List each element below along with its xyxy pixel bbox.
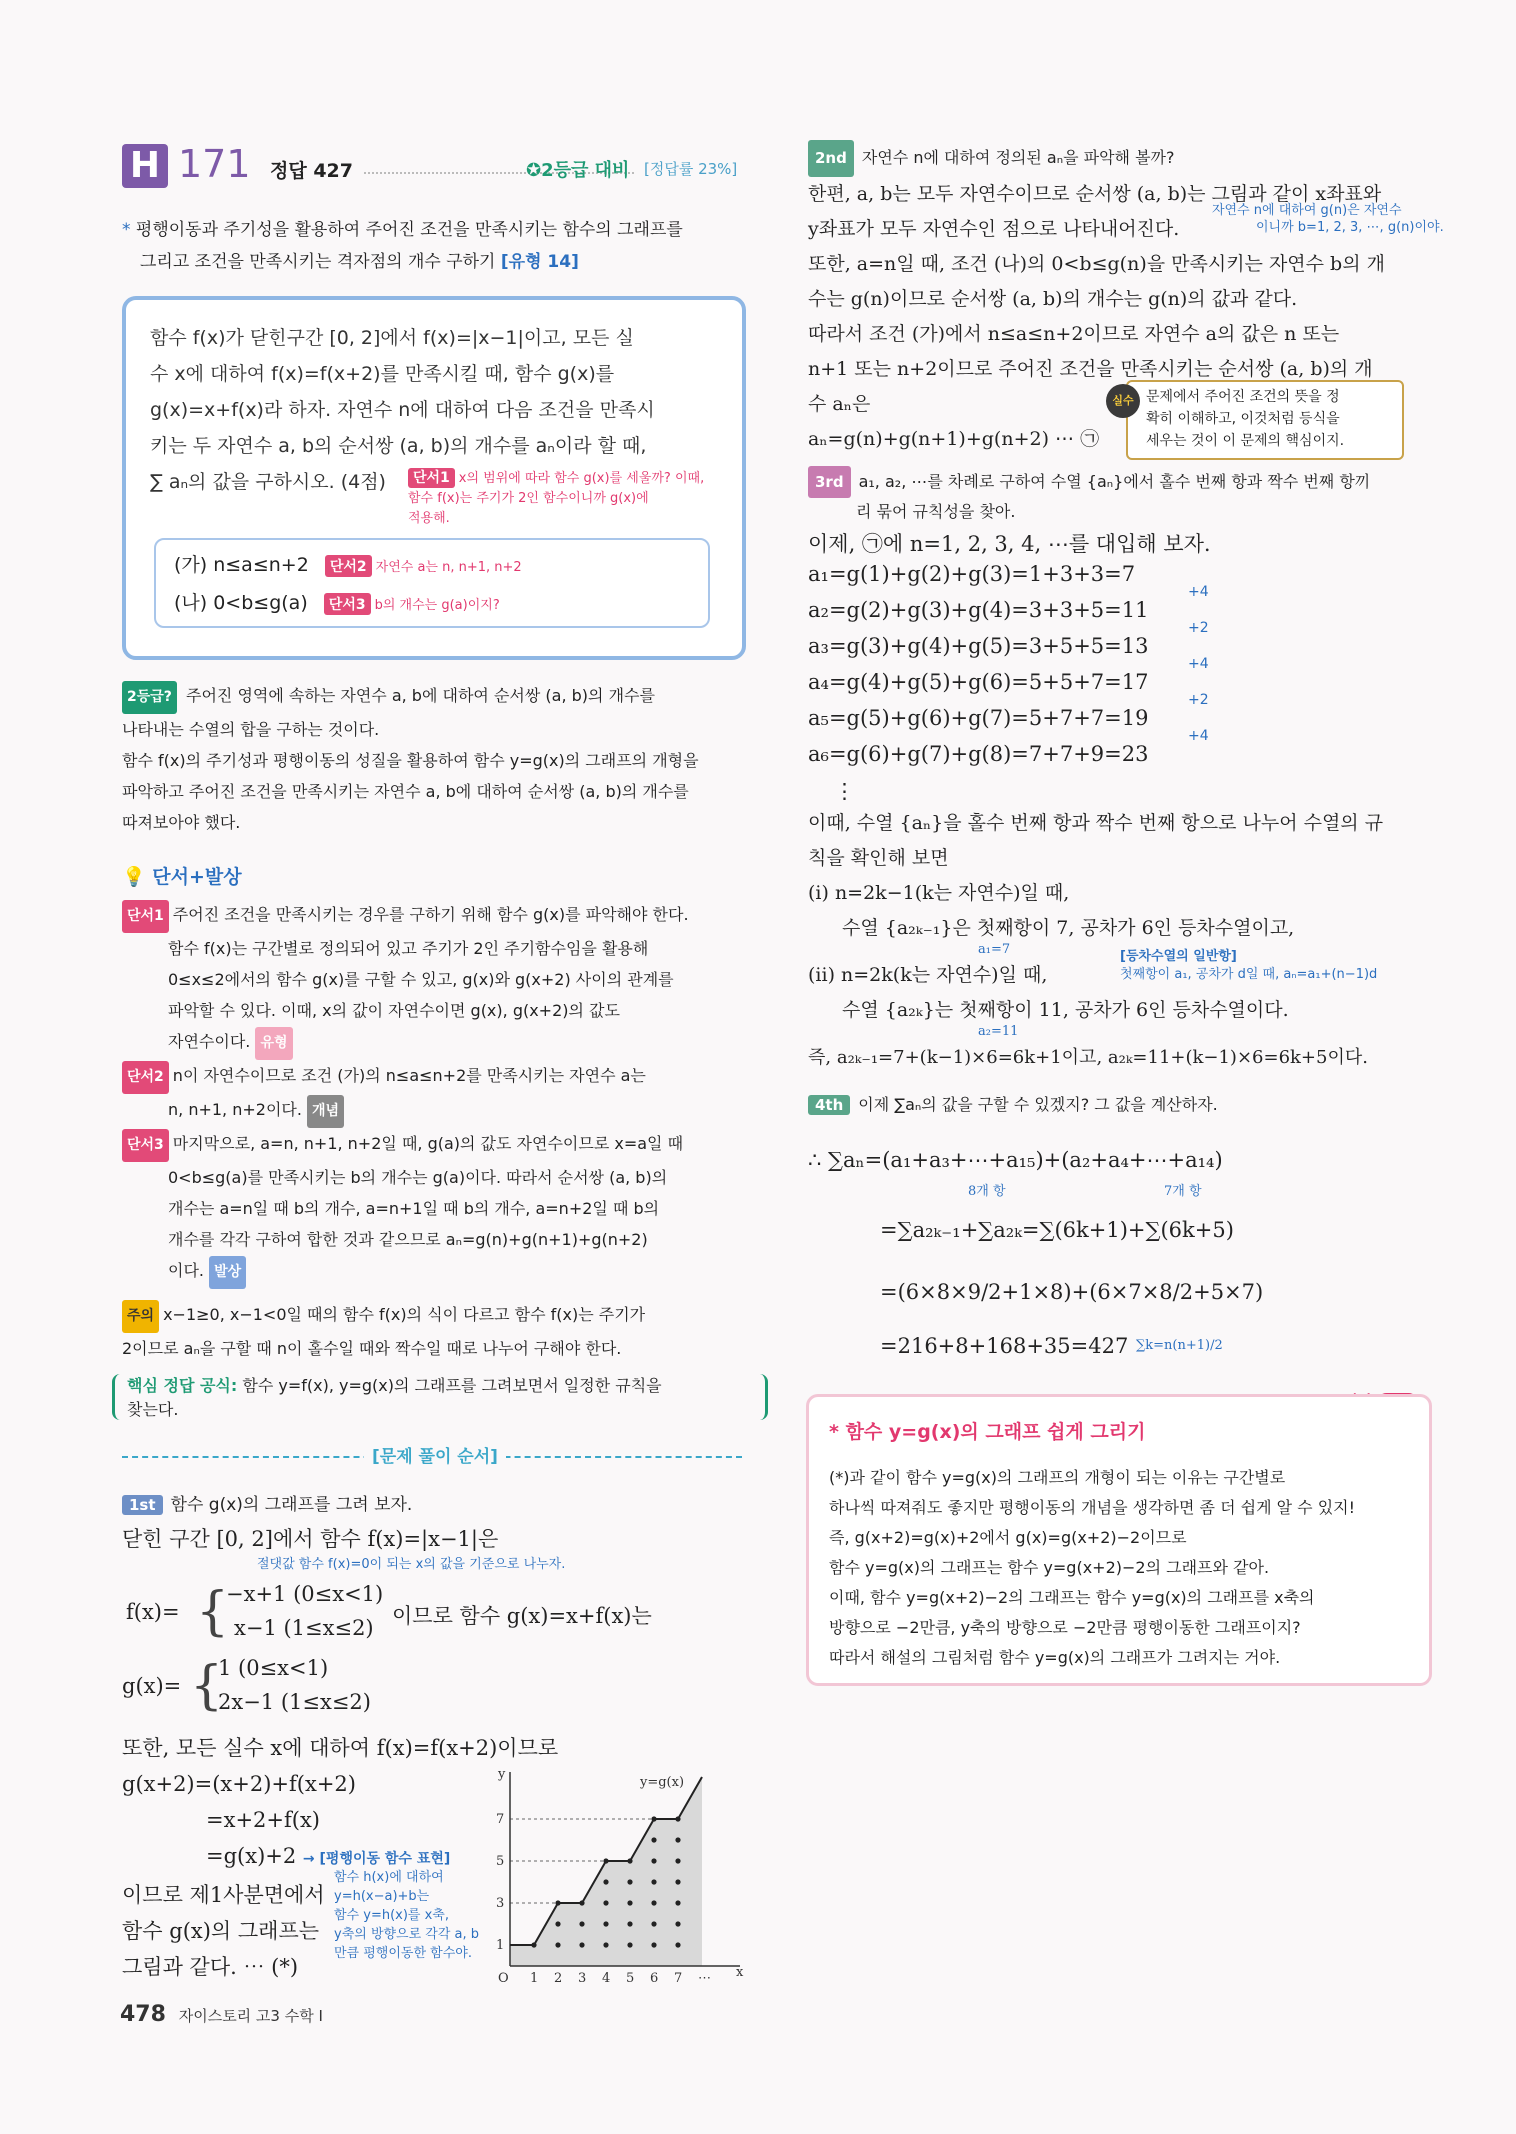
step1-line1: 닫힌 구간 [0, 2]에서 함수 f(x)=|x−1|은	[122, 1527, 499, 1551]
step1-title: 함수 g(x)의 그래프를 그려 보자.	[170, 1495, 413, 1515]
x-tick-label: 6	[650, 1971, 659, 1986]
side-note-a: 자연수 n에 대하여 g(n)은 자연수	[1212, 203, 1402, 218]
lattice-point	[627, 1879, 632, 1884]
step4	[808, 1092, 1448, 1115]
step1	[122, 1490, 762, 1572]
lattice-point	[627, 1921, 632, 1926]
extra-title: 함수 y=g(x)의 그래프 쉽게 그리기	[845, 1421, 1146, 1443]
clue3-line2: 0<b≤g(a)를 만족시키는 b의 개수는 g(a)이다. 따라서 순서쌍 (a, b)의	[168, 1168, 668, 1187]
origin-label: O	[498, 1971, 509, 1986]
function-label: y=g(x)	[640, 1775, 685, 1790]
f-case2: x−1 (1≤x≤2)	[234, 1616, 374, 1640]
concept-badge: 개념	[307, 1095, 344, 1128]
step3-title2: 리 묶어 규칙성을 찾아.	[856, 502, 1016, 521]
hint1-text: x의 범위에 따라 함수 g(x)를 세울까? 이때,	[458, 471, 705, 486]
a-row: a₅=g(5)+g(6)+g(7)=5+7+7=19	[808, 706, 1149, 730]
lattice-point	[579, 1942, 584, 1947]
extra-box	[806, 1394, 1432, 1686]
step1-line8: 그림과 같다. ⋯ (*)	[122, 1955, 299, 1979]
case2-note: a₂=11	[978, 1024, 1019, 1039]
extra-line1: (*)과 같이 함수 y=g(x)의 그래프의 개형이 되는 이유는 구간별로	[829, 1468, 1286, 1487]
hint1-text3: 적용해.	[408, 511, 450, 526]
x-tick-label: 4	[602, 1971, 611, 1986]
f-case1: −x+1 (0≤x<1)	[226, 1582, 384, 1606]
lattice-point	[651, 1837, 656, 1842]
lattice-point	[627, 1942, 632, 1947]
hint2-tag: 단서2	[325, 555, 372, 577]
step3-tag: 3rd	[808, 466, 851, 498]
clue3-line3: 개수는 a=n일 때 b의 개수, a=n+1일 때 b의 개수, a=n+2일 때 b의	[168, 1199, 660, 1218]
g-case1: 1 (0≤x<1)	[218, 1656, 329, 1680]
lattice-point	[675, 1816, 680, 1821]
clue1-tag: 단서1	[122, 900, 169, 933]
tip-line1: 문제에서 주어진 조건의 뜻을 정	[1146, 389, 1340, 405]
step3	[808, 466, 1448, 804]
intro	[122, 214, 744, 278]
caution-line2: 2이므로 aₙ을 구할 때 n이 홀수일 때와 짝수일 때로 나누어 구해야 한다.	[122, 1339, 622, 1358]
problem-badge: H	[122, 144, 168, 188]
eq1-note2: 7개 항	[1164, 1184, 1202, 1199]
lattice-point	[675, 1837, 680, 1842]
why-section	[122, 680, 748, 838]
x-tick-label: 2	[554, 1971, 563, 1986]
extra-line7: 따라서 해설의 그림처럼 함수 y=g(x)의 그래프가 그려지는 거야.	[829, 1648, 1281, 1667]
lattice-point	[675, 1942, 680, 1947]
lattice-point	[675, 1858, 680, 1863]
y-tick-label: 5	[496, 1854, 505, 1869]
vertical-dots: ⋮	[834, 779, 855, 803]
diff-label: +2	[1188, 620, 1209, 636]
x-tick-label: 1	[530, 1971, 539, 1986]
diff-label: +2	[1188, 692, 1209, 708]
star-icon: ✪	[526, 160, 542, 181]
clue3-line4: 개수를 각각 구하여 합한 것과 같으므로 aₙ=g(n)+g(n+1)+g(n+2)	[168, 1230, 648, 1249]
f-piecewise	[122, 1580, 742, 1650]
lattice-point	[675, 1921, 680, 1926]
problem-line1: 함수 f(x)가 닫힌구간 [0, 2]에서 f(x)=|x−1|이고, 모든 실	[150, 327, 634, 349]
lightbulb-icon: 💡	[122, 866, 146, 888]
a-row: a₆=g(6)+g(7)+g(8)=7+7+9=23	[808, 742, 1149, 766]
f-tail: 이므로 함수 g(x)=x+f(x)는	[392, 1604, 652, 1628]
problem-line2: 수 x에 대하여 f(x)=f(x+2)를 만족시킬 때, 함수 g(x)를	[150, 363, 615, 385]
sum-note: ∑k=n(n+1)/2	[1136, 1338, 1223, 1353]
lattice-point	[651, 1879, 656, 1884]
tip-badge: 실수	[1106, 384, 1140, 418]
a-row: a₃=g(3)+g(4)+g(5)=3+5+5=13	[808, 634, 1149, 658]
side-note-b: 이니까 b=1, 2, 3, ⋯, g(n)이야.	[1256, 220, 1444, 235]
f-label: f(x)=	[126, 1600, 180, 1624]
lattice-point	[603, 1858, 608, 1863]
lattice-point	[579, 1900, 584, 1905]
extra-line3: 즉, g(x+2)=g(x)+2에서 g(x)=g(x+2)−2이므로	[829, 1528, 1187, 1547]
general-term-body: 첫째항이 a₁, 공차가 d일 때, aₙ=a₁+(n−1)d	[1120, 967, 1378, 982]
intro-line2: 그리고 조건을 만족시키는 격자점의 개수 구하기	[140, 252, 496, 272]
y-tick-label: 3	[496, 1896, 505, 1911]
brace-icon-2: {	[190, 1656, 224, 1716]
caution-line1: x−1≥0, x−1<0일 때의 함수 f(x)의 식이 다르고 함수 f(x)는 주기가	[163, 1305, 646, 1324]
side-note-1: 함수 h(x)에 대하여	[334, 1870, 444, 1885]
step2-line2: y좌표가 모두 자연수인 점으로 나타내어진다.	[808, 218, 1180, 240]
case2: (ii) n=2k(k는 자연수)일 때,	[808, 964, 1048, 986]
why-line3: 함수 f(x)의 주기성과 평행이동의 성질을 활용하여 함수 y=g(x)의 그래프의 개형을	[122, 751, 699, 770]
condition-na: (나) 0<b≤g(a)	[174, 592, 308, 614]
a-row: a₄=g(4)+g(5)+g(6)=5+5+7=17	[808, 670, 1149, 694]
extra-line2: 하나씩 따져줘도 좋지만 평행이동의 개념을 생각하면 좀 더 쉽게 알 수 있지!	[829, 1498, 1356, 1517]
side-note-4: y축의 방향으로 각각 a, b	[334, 1927, 480, 1942]
extra-line6: 방향으로 −2만큼, y축의 방향으로 −2만큼 평행이동한 그래프이지?	[829, 1618, 1301, 1637]
lattice-point	[627, 1900, 632, 1905]
clue2-tag: 단서2	[122, 1061, 169, 1094]
side-note-2: y=h(x−a)+b는	[334, 1889, 430, 1904]
condition-box	[154, 538, 710, 628]
sum-eq2: =∑a₂ₖ₋₁+∑a₂ₖ=∑(6k+1)+∑(6k+5)	[880, 1218, 1234, 1242]
diff-label: +4	[1188, 728, 1209, 744]
order-title: [문제 풀이 순서]	[364, 1442, 506, 1467]
lattice-point	[651, 1816, 656, 1821]
lattice-point	[603, 1900, 608, 1905]
lattice-point	[603, 1879, 608, 1884]
step1-line6: 이므로 제1사분면에서	[122, 1883, 325, 1907]
brace-icon: {	[196, 1582, 230, 1642]
condition-ga: (가) n≤a≤n+2	[174, 554, 309, 576]
answer-label: 정답 427	[270, 160, 353, 182]
step2-line4: 수는 g(n)이므로 순서쌍 (a, b)의 개수는 g(n)의 값과 같다.	[808, 288, 1298, 310]
step1-line3: g(x+2)=(x+2)+f(x+2)	[122, 1772, 356, 1796]
case1-note: a₁=7	[978, 942, 1011, 957]
general-term-title: [등차수열의 일반항]	[1120, 949, 1237, 964]
case1: (i) n=2k−1(k는 자연수)일 때,	[808, 882, 1070, 904]
clue2-line2: n, n+1, n+2이다.	[168, 1100, 302, 1119]
x-tick-label: 3	[578, 1971, 587, 1986]
hint1-tag: 단서1	[408, 468, 455, 488]
step1-line7: 함수 g(x)의 그래프는	[122, 1919, 320, 1943]
sum-eq4: =216+8+168+35=427	[880, 1334, 1129, 1358]
problem-line3: g(x)=x+f(x)라 하자. 자연수 n에 대하여 다음 조건을 만족시	[150, 399, 655, 421]
g-case2: 2x−1 (1≤x≤2)	[218, 1690, 371, 1714]
eq1-note1: 8개 항	[968, 1184, 1006, 1199]
problem-line5: ∑ aₙ의 값을 구하시오. (4점)	[150, 471, 386, 493]
a-rows	[808, 562, 1448, 778]
lattice-point	[651, 1942, 656, 1947]
g-graph	[490, 1766, 750, 1992]
g-piecewise	[122, 1654, 742, 1724]
tip-line3: 세우는 것이 이 문제의 핵심이지.	[1146, 433, 1345, 449]
step2-line6: n+1 또는 n+2이므로 주어진 조건을 만족시키는 순서쌍 (a, b)의 개	[808, 358, 1373, 380]
why-line4: 파악하고 주어진 조건을 만족시키는 자연수 a, b에 대하여 순서쌍 (a, b)의 개수를	[122, 782, 689, 801]
a-row: a₂=g(2)+g(3)+g(4)=3+3+5=11	[808, 598, 1149, 622]
clue1-line2: 함수 f(x)는 구간별로 정의되어 있고 주기가 2인 주기함수임을 활용해	[168, 939, 649, 958]
lattice-point	[651, 1921, 656, 1926]
tip-box	[1112, 380, 1404, 460]
lattice-point	[651, 1858, 656, 1863]
caution-tag: 주의	[122, 1300, 159, 1333]
side-note-5: 만큼 평행이동한 함수야.	[334, 1946, 472, 1961]
step3-line3: 즉, a₂ₖ₋₁=7+(k−1)×6=6k+1이고, a₂ₖ=11+(k−1)×6=6k+5이다.	[808, 1047, 1368, 1068]
clue1-line5: 자연수이다.	[168, 1032, 251, 1051]
why-line1: 주어진 영역에 속하는 자연수 a, b에 대하여 순서쌍 (a, b)의 개수를	[186, 686, 655, 705]
problem-line4: 키는 두 자연수 a, b의 순서쌍 (a, b)의 개수를 aₙ이라 할 때,	[150, 435, 647, 457]
step3-line2: 칙을 확인해 보면	[808, 847, 949, 869]
hint2-text: 자연수 a는 n, n+1, n+2	[375, 560, 522, 575]
core-line2: 찾는다.	[127, 1400, 179, 1419]
level-label: ✪2등급 대비	[526, 160, 630, 181]
step3-body	[808, 806, 1448, 1075]
lattice-point	[579, 1921, 584, 1926]
clue1-line3: 0≤x≤2에서의 함수 g(x)를 구할 수 있고, g(x)와 g(x+2) 사이의 관계를	[168, 970, 674, 989]
lattice-point	[603, 1921, 608, 1926]
rate-label: [정답률 23%]	[644, 160, 738, 178]
asterisk-icon: *	[122, 220, 131, 240]
step1-rest: 또한, 모든 실수 x에 대하여 f(x)=f(x+2)이므로 g(x+2)=(x+2)+f(x+2) =x+2+f(x) =g(x)+2 → [평행이동 함수 표현] 이므로 제1사분면에서 함수 g(x)의 그래프는 그림과 같다. ⋯ (*)	[122, 1730, 522, 1985]
hint3-tag: 단서3	[324, 593, 371, 615]
clue1-line1: 주어진 조건을 만족시키는 경우를 구하기 위해 함수 g(x)를 파악해야 한다.	[172, 905, 689, 924]
step2-line5: 따라서 조건 (가)에서 n≤a≤n+2이므로 자연수 a의 값은 n 또는	[808, 323, 1340, 345]
core-label: 핵심 정답 공식:	[127, 1376, 238, 1395]
why-line2: 나타내는 수열의 합을 구하는 것이다.	[122, 720, 380, 739]
lattice-point	[555, 1921, 560, 1926]
shift-note: [평행이동 함수 표현]	[319, 1851, 451, 1867]
step4-math	[808, 1148, 1448, 1368]
step4-tag: 4th	[808, 1095, 850, 1115]
step2-line3: 또한, a=n일 때, 조건 (나)의 0<b≤g(n)을 만족시키는 자연수 b의 개	[808, 253, 1385, 275]
clue1-line4: 파악할 수 있다. 이때, x의 값이 자연수이면 g(x), g(x+2)의 값도	[168, 1001, 620, 1020]
page-number: 478	[120, 2002, 166, 2027]
shift-side-note	[334, 1868, 484, 1963]
step2-title: 자연수 n에 대하여 정의된 aₙ을 파악해 볼까?	[861, 148, 1175, 167]
type-badge: 유형	[255, 1027, 292, 1060]
x-axis-label: x	[736, 1965, 744, 1980]
core-formula-box	[112, 1374, 768, 1420]
y-axis-label: y	[498, 1767, 506, 1782]
clue3-tag: 단서3	[122, 1129, 169, 1162]
step1-line2: 또한, 모든 실수 x에 대하여 f(x)=f(x+2)이므로	[122, 1736, 559, 1760]
asterisk-icon-2: *	[829, 1421, 839, 1443]
step3-intro: 이제, ㉠에 n=1, 2, 3, 4, ⋯를 대입해 보자.	[808, 532, 1211, 556]
x-tick-label: 5	[626, 1971, 635, 1986]
clue3-line1: 마지막으로, a=n, n+1, n+2일 때, g(a)의 값도 자연수이므로 x=a일 때	[172, 1134, 684, 1153]
x-tick-label: 7	[674, 1971, 683, 1986]
lattice-point	[555, 1900, 560, 1905]
step1-line4: =x+2+f(x)	[206, 1808, 320, 1832]
lattice-point	[675, 1879, 680, 1884]
diff-label: +4	[1188, 584, 1209, 600]
sum-eq3: =(6×8×9/2+1×8)+(6×7×8/2+5×7)	[880, 1280, 1264, 1304]
hint1-text2: 함수 f(x)는 주기가 2인 함수이니까 g(x)에	[408, 491, 649, 506]
step3-line1: 이때, 수열 {aₙ}을 홀수 번째 항과 짝수 번째 항으로 나누어 수열의 규	[808, 812, 1384, 834]
clue2-line1: n이 자연수이므로 조건 (가)의 n≤a≤n+2를 만족시키는 자연수 a는	[172, 1066, 646, 1085]
book-title: 자이스토리 고3 수학 I	[178, 2007, 323, 2025]
lattice-point	[651, 1900, 656, 1905]
lattice-point	[555, 1942, 560, 1947]
step2-line7: 수 aₙ은	[808, 393, 871, 415]
side-note-3: 함수 y=h(x)를 x축,	[334, 1908, 449, 1923]
type-tag: [유형 14]	[500, 252, 579, 272]
tip-line2: 확히 이해하고, 이것처럼 등식을	[1146, 411, 1340, 427]
diff-label: +4	[1188, 656, 1209, 672]
case2-body: 수열 {a₂ₖ}는 첫째항이 11, 공차가 6인 등차수열이다.	[842, 999, 1289, 1021]
x-tick-label: ⋯	[698, 1971, 711, 1986]
step1-line1-note: 절댓값 함수 f(x)=0이 되는 x의 값을 기준으로 나누자.	[257, 1557, 566, 1572]
clue3-line5: 이다.	[168, 1261, 204, 1280]
problem-header	[122, 142, 744, 188]
step4-title: 이제 ∑aₙ의 값을 구할 수 있겠지? 그 값을 계산하자.	[858, 1095, 1218, 1114]
step2-line1: 한편, a, b는 모두 자연수이므로 순서쌍 (a, b)는 그림과 같이 x좌표와	[808, 183, 1382, 205]
lattice-point	[603, 1942, 608, 1947]
step2-tag: 2nd	[808, 140, 854, 177]
step1-line5: =g(x)+2	[206, 1844, 297, 1868]
a-row: a₁=g(1)+g(2)+g(3)=1+3+3=7	[808, 562, 1136, 586]
y-tick-label: 1	[496, 1938, 505, 1953]
why-tag: 2등급?	[122, 681, 177, 714]
core-line1: 함수 y=f(x), y=g(x)의 그래프를 그려보면서 일정한 규칙을	[242, 1376, 662, 1395]
y-tick-label: 7	[496, 1812, 505, 1827]
extra-line5: 이때, 함수 y=g(x+2)−2의 그래프는 함수 y=g(x)의 그래프를 x축의	[829, 1588, 1315, 1607]
step1-tag: 1st	[122, 1495, 163, 1515]
problem-number: 171	[178, 142, 251, 186]
clue-section	[122, 862, 752, 1364]
g-label: g(x)=	[122, 1674, 182, 1698]
why-line5: 따져보아야 했다.	[122, 813, 241, 832]
footer	[120, 2002, 323, 2027]
step3-title1: a₁, a₂, ⋯를 차례로 구하여 수열 {aₙ}에서 홀수 번째 항과 짝수 번째 항끼	[858, 472, 1371, 491]
general-term-note	[1120, 948, 1377, 984]
idea-badge: 발상	[209, 1256, 246, 1289]
step2-line8: aₙ=g(n)+g(n+1)+g(n+2) ⋯ ㉠	[808, 428, 1100, 450]
lattice-point	[675, 1900, 680, 1905]
clue-title: 단서+발상	[152, 866, 242, 888]
case1-body: 수열 {a₂ₖ₋₁}은 첫째항이 7, 공차가 6인 등차수열이고,	[842, 917, 1295, 939]
intro-line1: 평행이동과 주기성을 활용하여 주어진 조건을 만족시키는 함수의 그래프를	[135, 220, 683, 240]
lattice-point	[531, 1942, 536, 1947]
hint3-text: b의 개수는 g(a)이지?	[374, 598, 500, 613]
lattice-point	[627, 1858, 632, 1863]
problem-box	[122, 296, 746, 660]
step2-side-note	[1212, 202, 1444, 236]
extra-line4: 함수 y=g(x)의 그래프는 함수 y=g(x+2)−2의 그래프와 같아.	[829, 1558, 1270, 1577]
sum-eq1: ∴ ∑aₙ=(a₁+a₃+⋯+a₁₅)+(a₂+a₄+⋯+a₁₄)	[808, 1148, 1223, 1172]
